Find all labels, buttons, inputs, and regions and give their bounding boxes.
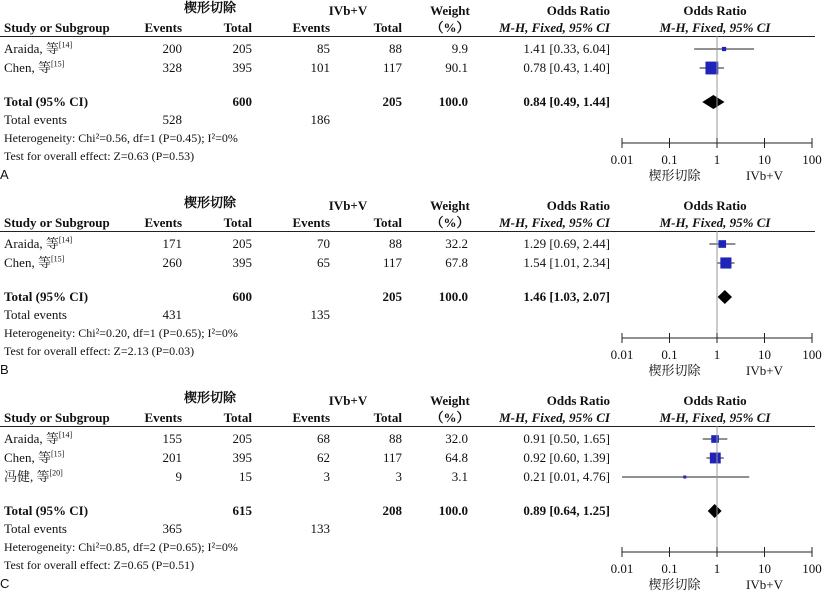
group1-events: 9 (175, 469, 182, 484)
weight-header: Weight (430, 393, 470, 408)
study-box (711, 435, 719, 443)
total-events-label: Total events (4, 521, 67, 536)
total-events-group2: 133 (310, 521, 330, 536)
or-header-left: Odds Ratio (546, 198, 610, 213)
or-header-right: Odds Ratio (683, 393, 747, 408)
group1-header: 楔形切除 (183, 195, 236, 210)
group2-events-header: Events (292, 215, 330, 230)
group2-header: IVb+V (328, 3, 368, 18)
forest-panel-c (0, 390, 823, 591)
forest-plot-area (612, 195, 822, 385)
study-reference: [15] (50, 254, 65, 264)
summary-diamond (718, 290, 732, 304)
study-reference: [15] (50, 449, 65, 459)
overall-effect-text: Test for overall effect: Z=0.65 (P=0.51) (4, 558, 195, 572)
study-box (722, 47, 726, 51)
group1-events: 260 (162, 255, 182, 270)
study-reference: [15] (50, 59, 65, 69)
study-name: Araida, 等[14] (4, 235, 73, 251)
group2-events: 65 (317, 255, 330, 270)
total-or-ci: 1.46 [1.03, 2.07] (523, 289, 610, 304)
group1-total: 205 (232, 41, 252, 56)
x-tick-label: 100 (802, 561, 822, 576)
overall-effect-text: Test for overall effect: Z=2.13 (P=0.03) (4, 344, 195, 358)
summary-diamond (702, 95, 724, 109)
or-ci-header-right: M-H, Fixed, 95% CI (659, 410, 771, 425)
or-ci-header-right: M-H, Fixed, 95% CI (659, 215, 771, 230)
group2-total: 117 (382, 60, 402, 75)
group2-total: 88 (389, 41, 402, 56)
x-tick-label: 100 (802, 152, 822, 167)
total-events-group1: 431 (162, 307, 182, 322)
study-column-header: Study or Subgroup (4, 20, 110, 35)
forest-panel-b (0, 195, 823, 385)
group2-total-header: Total (373, 215, 402, 230)
total-weight: 100.0 (438, 503, 468, 518)
study-or-ci: 1.41 [0.33, 6.04] (523, 41, 610, 56)
study-weight: 67.8 (445, 255, 468, 270)
study-weight: 32.2 (445, 236, 468, 251)
total-group2-n: 208 (382, 503, 402, 518)
total-group1-n: 600 (232, 94, 252, 109)
group1-header: 楔形切除 (183, 390, 236, 405)
group1-total: 395 (232, 450, 252, 465)
total-or-ci: 0.84 [0.49, 1.44] (523, 94, 610, 109)
total-weight: 100.0 (438, 94, 468, 109)
total-events-group2: 135 (310, 307, 330, 322)
total-events-label: Total events (4, 307, 67, 322)
study-or-ci: 0.78 [0.43, 1.40] (523, 60, 610, 75)
group2-total-header: Total (373, 410, 402, 425)
heterogeneity-text: Heterogeneity: Chi²=0.20, df=1 (P=0.65); I²=0% (4, 326, 238, 340)
or-ci-header-left: M-H, Fixed, 95% CI (499, 410, 610, 425)
group1-events-header: Events (144, 215, 182, 230)
study-reference: [14] (58, 235, 73, 245)
total-events-group1: 528 (162, 112, 182, 127)
study-name: Chen, 等[15] (4, 254, 65, 270)
group2-events: 62 (317, 450, 330, 465)
forest-panel-a (0, 0, 823, 190)
weight-header: Weight (430, 3, 470, 18)
favours-right-label: IVb+V (746, 363, 783, 378)
study-weight: 90.1 (445, 60, 468, 75)
study-name: Chen, 等[15] (4, 59, 65, 75)
x-tick-label: 0.01 (610, 561, 634, 576)
x-tick-label: 1 (713, 561, 721, 576)
study-reference: [14] (58, 430, 73, 440)
or-ci-header-right: M-H, Fixed, 95% CI (659, 20, 771, 35)
group1-total: 205 (232, 236, 252, 251)
weight-unit-header: （%） (430, 410, 470, 425)
x-tick-label: 0.1 (661, 347, 678, 362)
group1-events: 171 (162, 236, 182, 251)
x-tick-label: 0.1 (661, 152, 678, 167)
group2-total: 88 (389, 236, 402, 251)
group1-total: 15 (239, 469, 252, 484)
group1-events: 155 (162, 431, 182, 446)
group1-total-header: Total (223, 20, 252, 35)
group2-events: 101 (310, 60, 330, 75)
x-tick-label: 1 (713, 152, 721, 167)
study-box (683, 476, 686, 479)
study-name: Araida, 等[14] (4, 40, 73, 56)
overall-effect-text: Test for overall effect: Z=0.63 (P=0.53) (4, 149, 195, 163)
group1-total-header: Total (223, 410, 252, 425)
study-or-ci: 1.29 [0.69, 2.44] (523, 236, 610, 251)
total-events-group1: 365 (162, 521, 182, 536)
favours-left-label: 楔形切除 (648, 577, 701, 591)
group1-events-header: Events (144, 410, 182, 425)
group2-events: 68 (317, 431, 330, 446)
favours-right-label: IVb+V (746, 168, 783, 183)
total-label: Total (95% CI) (4, 94, 89, 109)
total-or-ci: 0.89 [0.64, 1.25] (523, 503, 610, 518)
total-group1-n: 615 (232, 503, 252, 518)
group1-total: 395 (232, 60, 252, 75)
panel-label: C (0, 576, 10, 591)
total-group2-n: 205 (382, 94, 402, 109)
study-column-header: Study or Subgroup (4, 215, 110, 230)
study-or-ci: 0.21 [0.01, 4.76] (523, 469, 610, 484)
or-header-right: Odds Ratio (683, 198, 747, 213)
study-or-ci: 1.54 [1.01, 2.34] (523, 255, 610, 270)
group2-events: 85 (317, 41, 330, 56)
x-tick-label: 1 (713, 347, 721, 362)
or-ci-header-left: M-H, Fixed, 95% CI (499, 215, 610, 230)
or-header-left: Odds Ratio (546, 3, 610, 18)
x-tick-label: 0.1 (661, 561, 678, 576)
favours-left-label: 楔形切除 (648, 168, 701, 183)
group1-events: 328 (162, 60, 182, 75)
total-label: Total (95% CI) (4, 289, 89, 304)
study-box (718, 240, 726, 248)
study-weight: 32.0 (445, 431, 468, 446)
panel-label: A (0, 167, 9, 182)
study-box (705, 62, 718, 75)
group2-header: IVb+V (328, 393, 368, 408)
x-tick-label: 10 (758, 152, 771, 167)
group1-total: 395 (232, 255, 252, 270)
heterogeneity-text: Heterogeneity: Chi²=0.56, df=1 (P=0.45); I²=0% (4, 131, 238, 145)
favours-right-label: IVb+V (746, 577, 783, 591)
total-group2-n: 205 (382, 289, 402, 304)
study-box (710, 453, 721, 464)
group2-header: IVb+V (328, 198, 368, 213)
total-events-label: Total events (4, 112, 67, 127)
study-column-header: Study or Subgroup (4, 410, 110, 425)
total-weight: 100.0 (438, 289, 468, 304)
total-events-group2: 186 (310, 112, 330, 127)
group1-total-header: Total (223, 215, 252, 230)
heterogeneity-text: Heterogeneity: Chi²=0.85, df=2 (P=0.65); I²=0% (4, 540, 238, 554)
group2-total-header: Total (373, 20, 402, 35)
group2-events-header: Events (292, 410, 330, 425)
group2-events: 70 (317, 236, 330, 251)
group2-total: 88 (389, 431, 402, 446)
study-weight: 64.8 (445, 450, 468, 465)
x-tick-label: 100 (802, 347, 822, 362)
total-group1-n: 600 (232, 289, 252, 304)
group2-events: 3 (323, 469, 330, 484)
forest-plot-area (610, 390, 822, 591)
group1-header: 楔形切除 (183, 0, 236, 15)
or-ci-header-left: M-H, Fixed, 95% CI (499, 20, 610, 35)
x-tick-label: 10 (758, 347, 771, 362)
study-or-ci: 0.92 [0.60, 1.39] (523, 450, 610, 465)
group2-total: 3 (395, 469, 402, 484)
study-weight: 9.9 (451, 41, 468, 56)
x-tick-label: 0.01 (610, 347, 634, 362)
x-tick-label: 0.01 (610, 152, 634, 167)
study-reference: [14] (58, 40, 73, 50)
group1-events-header: Events (144, 20, 182, 35)
panel-label: B (0, 362, 9, 377)
favours-left-label: 楔形切除 (648, 363, 701, 378)
or-header-left: Odds Ratio (546, 393, 610, 408)
or-header-right: Odds Ratio (683, 3, 747, 18)
study-reference: [20] (49, 468, 63, 478)
summary-diamond (708, 504, 722, 518)
group1-events: 200 (162, 41, 182, 56)
group2-total: 117 (382, 450, 402, 465)
group1-events: 201 (162, 450, 182, 465)
study-name: Araida, 等[14] (4, 430, 73, 446)
weight-unit-header: （%） (430, 215, 470, 230)
group2-events-header: Events (292, 20, 330, 35)
x-tick-label: 10 (758, 561, 771, 576)
study-name: Chen, 等[15] (4, 449, 65, 465)
study-weight: 3.1 (451, 469, 468, 484)
study-name: 冯健, 等[20] (4, 468, 63, 484)
forest-plot-area (612, 0, 822, 190)
total-label: Total (95% CI) (4, 503, 89, 518)
study-or-ci: 0.91 [0.50, 1.65] (523, 431, 610, 446)
study-box (720, 257, 731, 268)
weight-unit-header: （%） (430, 20, 470, 35)
group2-total: 117 (382, 255, 402, 270)
weight-header: Weight (430, 198, 470, 213)
group1-total: 205 (232, 431, 252, 446)
